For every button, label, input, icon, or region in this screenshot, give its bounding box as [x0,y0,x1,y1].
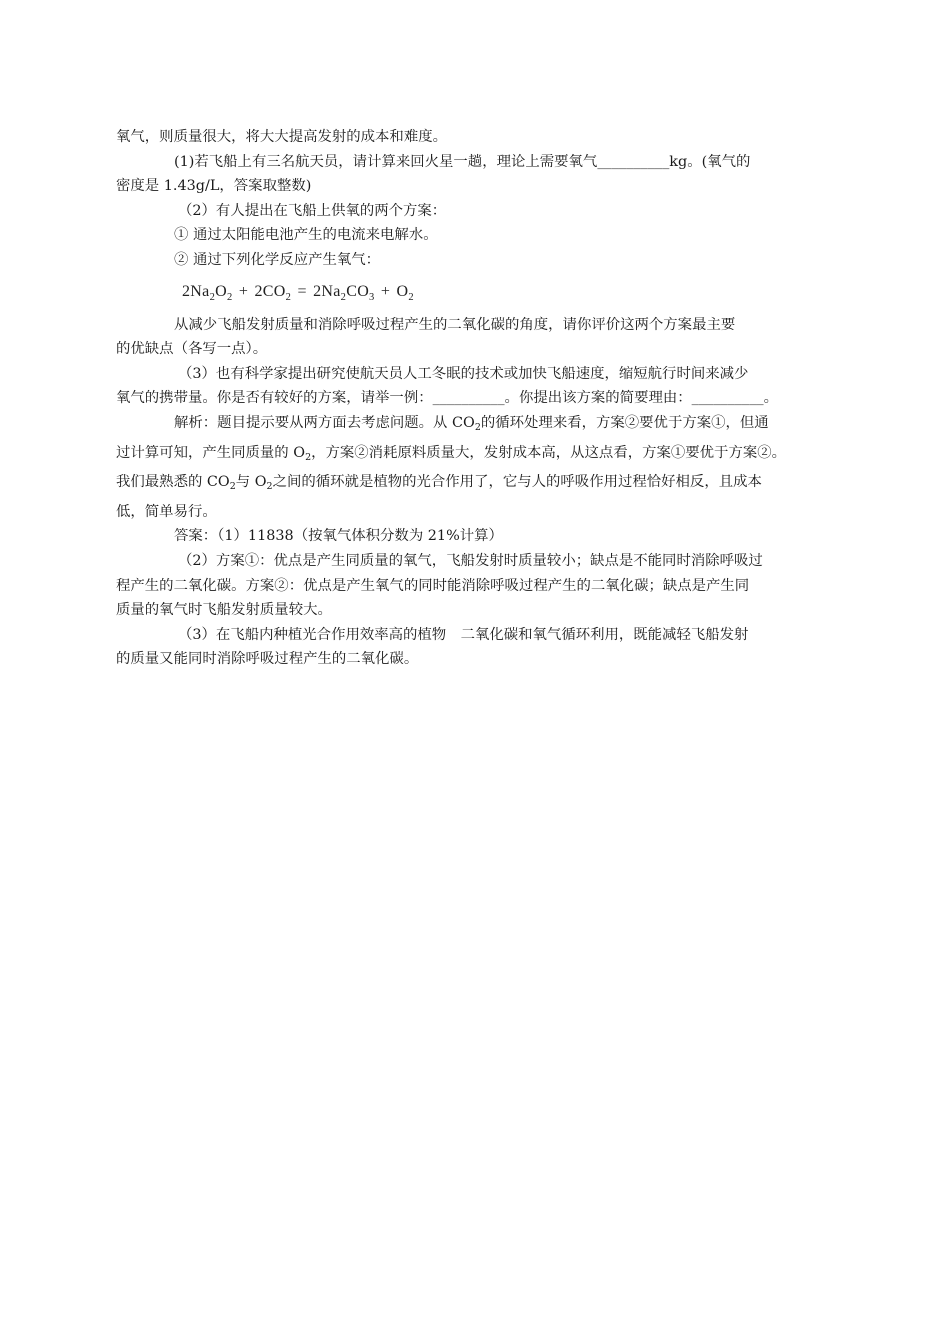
question-1-line: 密度是 1.43g/L，答案取整数) [116,178,312,195]
paragraph-line: 氧气，则质量很大，将大大提高发射的成本和难度。 [116,129,447,145]
analysis-line: 我们最熟悉的 $CO_2$与 $O_2$之间的循环就是植物的光合作用了，它与人的呼吸作用过程恰好相反，且成本 [116,474,762,493]
answer-2-line: 质量的氧气时飞船发射质量较大。 [116,602,332,619]
analysis-line: 解析：题目提示要从两方面去考虑问题。从 $CO_2$的循环处理来看，方案②要优于方案①，但通 [174,414,769,433]
answer-3-line: （3）在飞船内种植光合作用效率高的植物 二氧化碳和氧气循环利用，既能减轻飞船发射 [178,626,749,643]
option-1-line: ① 通过太阳能电池产生的电流来电解水。 [174,227,438,244]
answer-2-line: （2）方案①：优点是产生同质量的氧气，飞船发射时质量较小；缺点是不能同时消除呼吸过 [178,552,763,569]
question-3-line: （3）也有科学家提出研究使航天员人工冬眠的技术或加快飞船速度，缩短航行时间来减少 [178,365,749,382]
equation-text: $2Na_2O_2 + 2CO_2 = 2Na_2CO_3 + O_2$ [182,282,414,303]
question-2-line: （2）有人提出在飞船上供氧的两个方案： [178,202,447,219]
answer-1-line: 答案：（1）11838（按氧气体积分数为 21%计算） [174,528,503,545]
analysis-line: 过计算可知，产生同质量的 $O_2$，方案②消耗原料质量大，发射成本高，从这点看，方案①要优于方案②。 [116,444,787,463]
option-2-line: ② 通过下列化学反应产生氧气： [174,251,381,268]
question-1-line: (1)若飞船上有三名航天员，请计算来回火星一趟，理论上需要氧气__________kg。(氧气的 [174,153,751,170]
evaluation-line: 从减少飞船发射质量和消除呼吸过程产生的二氧化碳的角度，请你评价这两个方案最主要 [174,316,736,333]
answer-2-line: 程产生的二氧化碳。方案②：优点是产生氧气的同时能消除呼吸过程产生的二氧化碳；缺点是产生同 [116,577,750,594]
answer-3-line: 的质量又能同时消除呼吸过程产生的二氧化碳。 [116,651,419,668]
analysis-line: 低，简单易行。 [116,503,217,520]
document-body [116,125,840,672]
evaluation-line: 的优缺点（各写一点）。 [116,341,268,358]
question-3-line: 氧气的携带量。你是否有较好的方案，请举一例：__________。你提出该方案的简要理由：__________。 [116,390,778,407]
chemical-equation [116,273,840,313]
